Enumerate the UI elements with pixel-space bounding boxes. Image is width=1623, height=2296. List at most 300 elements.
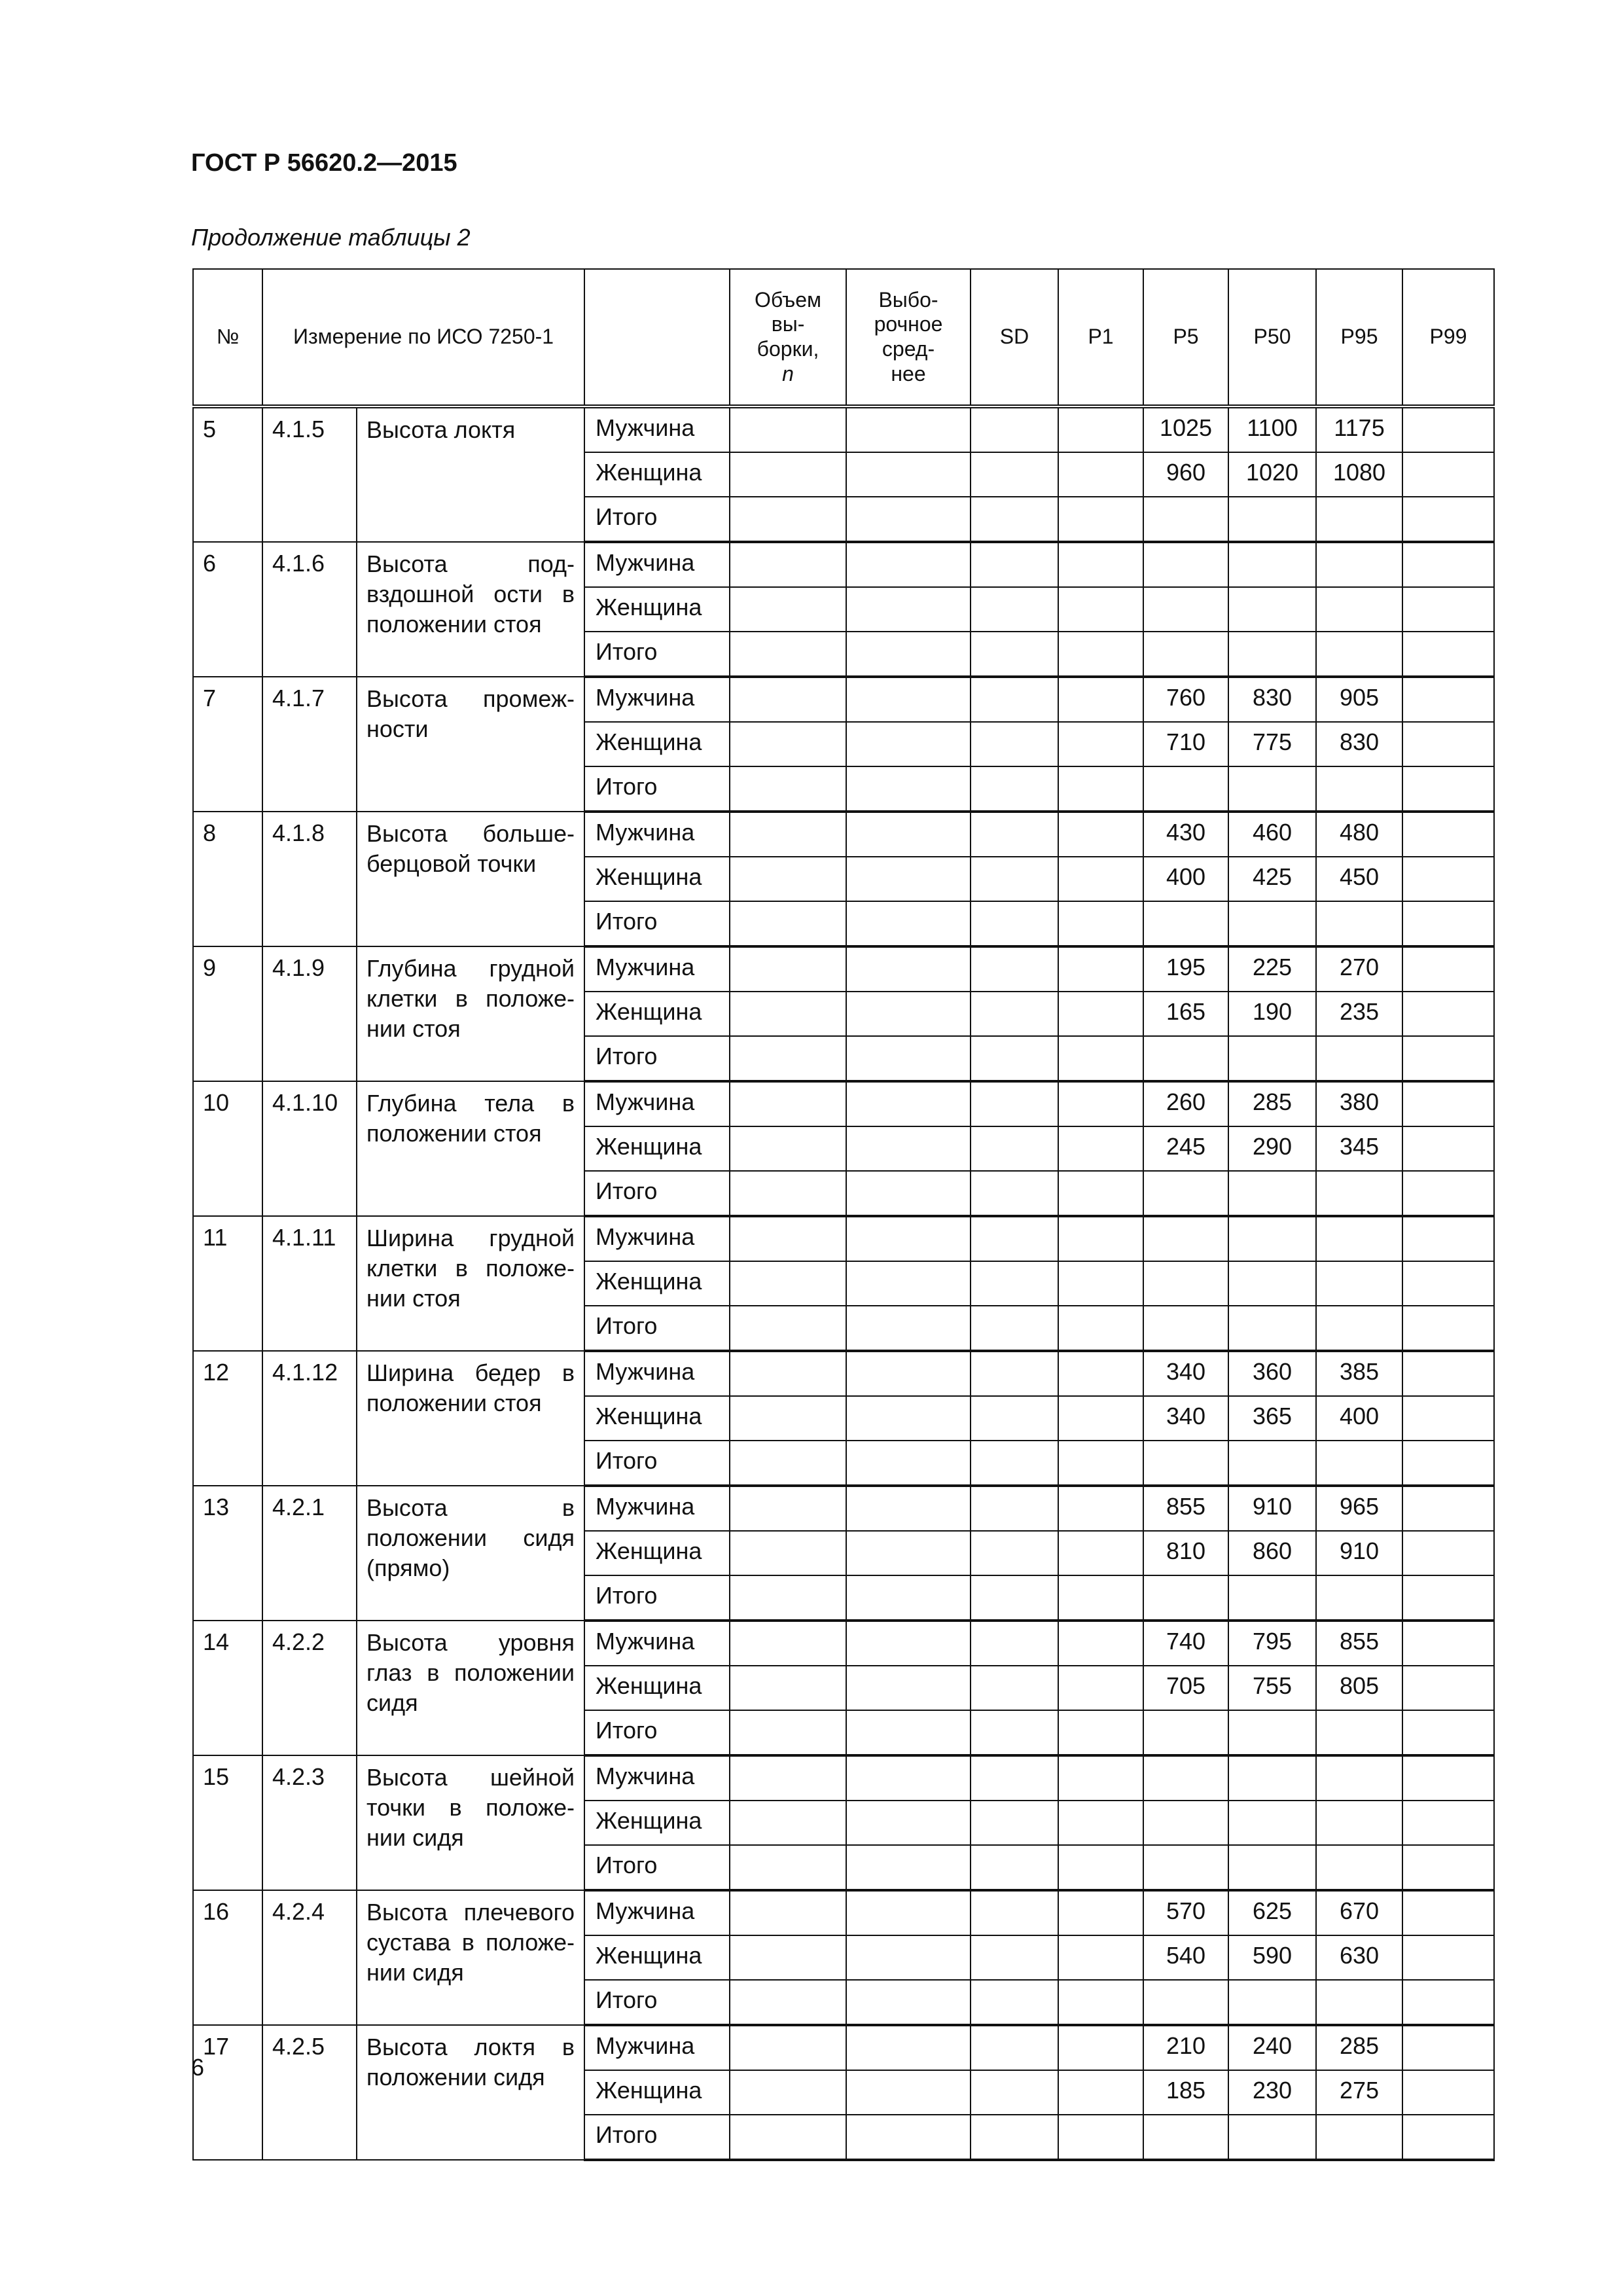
value-mean [846,542,971,587]
sex-label: Мужчина [584,542,730,587]
value-p50 [1228,1845,1316,1890]
value-p50: 365 [1228,1396,1316,1441]
sex-label: Итого [584,1036,730,1081]
value-p50: 240 [1228,2025,1316,2070]
value-p1 [1058,1755,1143,1801]
value-p95: 910 [1316,1531,1402,1575]
value-n [730,406,846,452]
value-n [730,766,846,812]
value-p95 [1316,587,1402,632]
sex-label: Мужчина [584,946,730,992]
value-sd [971,1935,1058,1980]
value-mean [846,1126,971,1171]
value-sd [971,1261,1058,1306]
sex-label: Женщина [584,1666,730,1710]
value-p5: 855 [1143,1486,1228,1531]
value-mean [846,1396,971,1441]
measurement-name: Высота плечевого сустава в положе-нии сидя [357,1890,584,2025]
value-p1 [1058,1351,1143,1396]
value-sd [971,1081,1058,1126]
value-n [730,1126,846,1171]
value-p50: 1100 [1228,406,1316,452]
value-n [730,1935,846,1980]
sex-label: Итого [584,1306,730,1351]
document-title: ГОСТ Р 56620.2—2015 [191,149,457,177]
value-p50: 795 [1228,1621,1316,1666]
value-p95: 270 [1316,946,1402,992]
value-p1 [1058,901,1143,946]
value-mean [846,2115,971,2160]
table-row [193,1486,1494,1531]
value-sd [971,1801,1058,1845]
value-p5 [1143,1575,1228,1621]
measurement-name: Высота промеж-ности [357,677,584,812]
value-mean [846,1666,971,1710]
value-n [730,452,846,497]
value-p50: 775 [1228,722,1316,766]
value-p95 [1316,1306,1402,1351]
header-p1: P1 [1058,269,1143,406]
value-p99 [1402,497,1494,542]
value-p5: 540 [1143,1935,1228,1980]
value-sd [971,1486,1058,1531]
value-mean [846,1980,971,2025]
row-number: 15 [193,1755,262,1890]
value-p1 [1058,766,1143,812]
measurement-name: Высота уровня глаз в положении сидя [357,1621,584,1755]
value-p99 [1402,2025,1494,2070]
value-sd [971,1171,1058,1216]
sex-label: Итого [584,901,730,946]
value-mean [846,901,971,946]
sex-label: Женщина [584,1801,730,1845]
value-p99 [1402,1710,1494,1755]
value-p99 [1402,1306,1494,1351]
row-number: 10 [193,1081,262,1216]
value-p1 [1058,497,1143,542]
value-p99 [1402,1666,1494,1710]
value-n [730,497,846,542]
value-mean [846,406,971,452]
sex-label: Мужчина [584,1486,730,1531]
value-p1 [1058,857,1143,901]
value-sd [971,2070,1058,2115]
value-p50: 460 [1228,812,1316,857]
value-p1 [1058,1306,1143,1351]
value-mean [846,1801,971,1845]
value-n [730,1710,846,1755]
value-sd [971,406,1058,452]
value-p99 [1402,1261,1494,1306]
value-mean [846,992,971,1036]
measurement-name: Ширина бедер в положении стоя [357,1351,584,1486]
value-mean [846,677,971,722]
iso-clause: 4.1.8 [262,812,357,946]
value-p1 [1058,1980,1143,2025]
value-p95: 670 [1316,1890,1402,1935]
value-p95 [1316,766,1402,812]
value-p50: 830 [1228,677,1316,722]
value-p50: 590 [1228,1935,1316,1980]
value-p1 [1058,587,1143,632]
value-p99 [1402,542,1494,587]
value-p50 [1228,1441,1316,1486]
header-p99: P99 [1402,269,1494,406]
value-n [730,1890,846,1935]
value-p50 [1228,1710,1316,1755]
value-n [730,542,846,587]
measurement-name: Высота больше-берцовой точки [357,812,584,946]
value-n [730,1081,846,1126]
value-n [730,946,846,992]
row-number: 7 [193,677,262,812]
value-sd [971,766,1058,812]
value-sd [971,722,1058,766]
value-sd [971,1710,1058,1755]
sex-label: Мужчина [584,2025,730,2070]
value-p99 [1402,1980,1494,2025]
value-n [730,1486,846,1531]
row-number: 6 [193,542,262,677]
value-p50 [1228,1261,1316,1306]
value-p50: 290 [1228,1126,1316,1171]
measurement-name: Высота локтя [357,406,584,542]
value-p50 [1228,1216,1316,1261]
value-p1 [1058,542,1143,587]
value-p99 [1402,766,1494,812]
value-sd [971,1575,1058,1621]
value-p5 [1143,497,1228,542]
value-sd [971,2115,1058,2160]
value-p50 [1228,2115,1316,2160]
value-p50: 285 [1228,1081,1316,1126]
value-sd [971,1845,1058,1890]
value-sd [971,1396,1058,1441]
value-p99 [1402,1081,1494,1126]
iso-clause: 4.1.6 [262,542,357,677]
iso-clause: 4.2.3 [262,1755,357,1890]
value-p99 [1402,1396,1494,1441]
value-sd [971,677,1058,722]
value-n [730,857,846,901]
iso-clause: 4.1.12 [262,1351,357,1486]
value-p5 [1143,1036,1228,1081]
value-p1 [1058,1216,1143,1261]
value-p5: 760 [1143,677,1228,722]
value-p95 [1316,1216,1402,1261]
value-p1 [1058,452,1143,497]
value-n [730,1441,846,1486]
row-number: 13 [193,1486,262,1621]
value-p5 [1143,1710,1228,1755]
value-p50: 360 [1228,1351,1316,1396]
value-n [730,2025,846,2070]
value-n [730,1666,846,1710]
iso-clause: 4.1.5 [262,406,357,542]
value-n [730,1351,846,1396]
row-number: 9 [193,946,262,1081]
value-p1 [1058,992,1143,1036]
row-number: 14 [193,1621,262,1755]
value-p5: 260 [1143,1081,1228,1126]
header-sample-size-symbol: n [782,361,794,386]
value-n [730,1980,846,2025]
page-number: 6 [191,2054,205,2081]
value-p5 [1143,1216,1228,1261]
value-p99 [1402,452,1494,497]
value-p50: 230 [1228,2070,1316,2115]
table-row [193,1081,1494,1126]
value-sd [971,1351,1058,1396]
value-p95: 450 [1316,857,1402,901]
value-p1 [1058,2070,1143,2115]
sex-label: Женщина [584,587,730,632]
sex-label: Мужчина [584,1351,730,1396]
table-row [193,542,1494,587]
value-p99 [1402,1801,1494,1845]
value-p95: 345 [1316,1126,1402,1171]
value-n [730,1621,846,1666]
sex-label: Мужчина [584,812,730,857]
measurement-name: Высота в положении сидя (прямо) [357,1486,584,1621]
value-mean [846,1486,971,1531]
value-p1 [1058,2115,1143,2160]
value-p5: 400 [1143,857,1228,901]
sex-label: Итого [584,1845,730,1890]
table-row [193,1890,1494,1935]
value-p50: 190 [1228,992,1316,1036]
value-p99 [1402,812,1494,857]
value-mean [846,857,971,901]
row-number: 16 [193,1890,262,2025]
value-p99 [1402,1216,1494,1261]
header-sample-mean-line: нее [891,361,926,386]
value-p50 [1228,497,1316,542]
sex-label: Мужчина [584,1621,730,1666]
value-p99 [1402,946,1494,992]
sex-label: Итого [584,766,730,812]
header-p50: P50 [1228,269,1316,406]
header-sample-mean-line: рочное [874,312,943,336]
sex-label: Женщина [584,1531,730,1575]
value-mean [846,452,971,497]
value-p5: 195 [1143,946,1228,992]
value-mean [846,1081,971,1126]
value-p1 [1058,1845,1143,1890]
value-mean [846,1171,971,1216]
value-p5: 210 [1143,2025,1228,2070]
value-n [730,1801,846,1845]
value-mean [846,946,971,992]
value-p1 [1058,1441,1143,1486]
value-p99 [1402,2115,1494,2160]
value-p99 [1402,2070,1494,2115]
value-p95 [1316,542,1402,587]
value-p50 [1228,1575,1316,1621]
row-number: 5 [193,406,262,542]
value-p1 [1058,946,1143,992]
iso-clause: 4.1.9 [262,946,357,1081]
value-n [730,1396,846,1441]
value-p50 [1228,1980,1316,2025]
value-p95 [1316,632,1402,677]
sex-label: Итого [584,632,730,677]
value-n [730,1531,846,1575]
value-p5: 570 [1143,1890,1228,1935]
value-sd [971,2025,1058,2070]
value-p5: 710 [1143,722,1228,766]
value-p5 [1143,2115,1228,2160]
sex-label: Итого [584,2115,730,2160]
value-mean [846,1845,971,1890]
value-mean [846,632,971,677]
measurement-name: Высота шейной точки в положе-нии сидя [357,1755,584,1890]
value-p1 [1058,1666,1143,1710]
value-p95 [1316,1801,1402,1845]
value-p95: 830 [1316,722,1402,766]
value-p99 [1402,901,1494,946]
value-p5: 705 [1143,1666,1228,1710]
sex-label: Итого [584,1710,730,1755]
value-p99 [1402,1126,1494,1171]
value-mean [846,1531,971,1575]
value-p50 [1228,587,1316,632]
iso-clause: 4.1.10 [262,1081,357,1216]
value-p5 [1143,1306,1228,1351]
value-p99 [1402,722,1494,766]
value-sd [971,946,1058,992]
value-mean [846,1036,971,1081]
value-mean [846,1621,971,1666]
value-sd [971,1531,1058,1575]
value-p50 [1228,542,1316,587]
value-p50 [1228,901,1316,946]
value-p95 [1316,1261,1402,1306]
value-n [730,1845,846,1890]
value-sd [971,1666,1058,1710]
value-sd [971,1126,1058,1171]
iso-clause: 4.2.2 [262,1621,357,1755]
value-n [730,2070,846,2115]
value-p50 [1228,766,1316,812]
value-p99 [1402,1171,1494,1216]
value-p50: 860 [1228,1531,1316,1575]
table-row [193,1755,1494,1801]
value-mean [846,1890,971,1935]
value-sd [971,901,1058,946]
value-p95: 630 [1316,1935,1402,1980]
header-sample-mean-line: сред- [882,337,935,361]
table-row [193,812,1494,857]
value-mean [846,2025,971,2070]
value-p95: 275 [1316,2070,1402,2115]
value-p99 [1402,587,1494,632]
sex-label: Женщина [584,452,730,497]
value-p95: 400 [1316,1396,1402,1441]
sex-label: Мужчина [584,1755,730,1801]
value-mean [846,2070,971,2115]
value-p1 [1058,406,1143,452]
value-p5: 185 [1143,2070,1228,2115]
value-p5: 1025 [1143,406,1228,452]
header-sample-size-line: борки, [757,337,819,361]
value-p95 [1316,1845,1402,1890]
value-mean [846,722,971,766]
value-p95: 380 [1316,1081,1402,1126]
header-sample-mean-line: Выбо- [878,287,938,312]
value-p5: 340 [1143,1396,1228,1441]
value-p95 [1316,1710,1402,1755]
value-p5 [1143,1171,1228,1216]
value-p50: 755 [1228,1666,1316,1710]
value-p95 [1316,2115,1402,2160]
value-p1 [1058,1710,1143,1755]
table-row [193,677,1494,722]
sex-label: Женщина [584,722,730,766]
value-p5 [1143,901,1228,946]
value-sd [971,857,1058,901]
sex-label: Женщина [584,857,730,901]
table-row [193,946,1494,992]
value-p95: 965 [1316,1486,1402,1531]
header-p95: P95 [1316,269,1402,406]
value-p1 [1058,1126,1143,1171]
value-mean [846,1261,971,1306]
table-row [193,1216,1494,1261]
value-p95: 385 [1316,1351,1402,1396]
value-p95: 855 [1316,1621,1402,1666]
measurement-name: Глубина грудной клетки в положе-нии стоя [357,946,584,1081]
value-p5 [1143,542,1228,587]
value-p1 [1058,1036,1143,1081]
value-p1 [1058,1621,1143,1666]
value-p5: 340 [1143,1351,1228,1396]
value-p99 [1402,406,1494,452]
value-n [730,677,846,722]
value-p99 [1402,1486,1494,1531]
value-mean [846,1351,971,1396]
sex-label: Женщина [584,1261,730,1306]
value-p95 [1316,1441,1402,1486]
value-n [730,1036,846,1081]
value-p1 [1058,1396,1143,1441]
value-p1 [1058,632,1143,677]
measurement-name: Высота локтя в положении сидя [357,2025,584,2160]
value-p99 [1402,1351,1494,1396]
header-sample-mean [846,269,971,406]
value-p95: 235 [1316,992,1402,1036]
value-p5 [1143,587,1228,632]
value-p5 [1143,1845,1228,1890]
sex-label: Женщина [584,992,730,1036]
sex-label: Мужчина [584,1216,730,1261]
value-p95 [1316,497,1402,542]
iso-clause: 4.2.1 [262,1486,357,1621]
value-n [730,812,846,857]
row-number: 11 [193,1216,262,1351]
header-sample-size-line: Объем [755,287,821,312]
value-sd [971,542,1058,587]
value-p5: 245 [1143,1126,1228,1171]
value-sd [971,1441,1058,1486]
value-sd [971,1621,1058,1666]
value-mean [846,587,971,632]
value-sd [971,1755,1058,1801]
sex-label: Итого [584,1441,730,1486]
value-p1 [1058,812,1143,857]
value-p95: 805 [1316,1666,1402,1710]
value-p1 [1058,1486,1143,1531]
